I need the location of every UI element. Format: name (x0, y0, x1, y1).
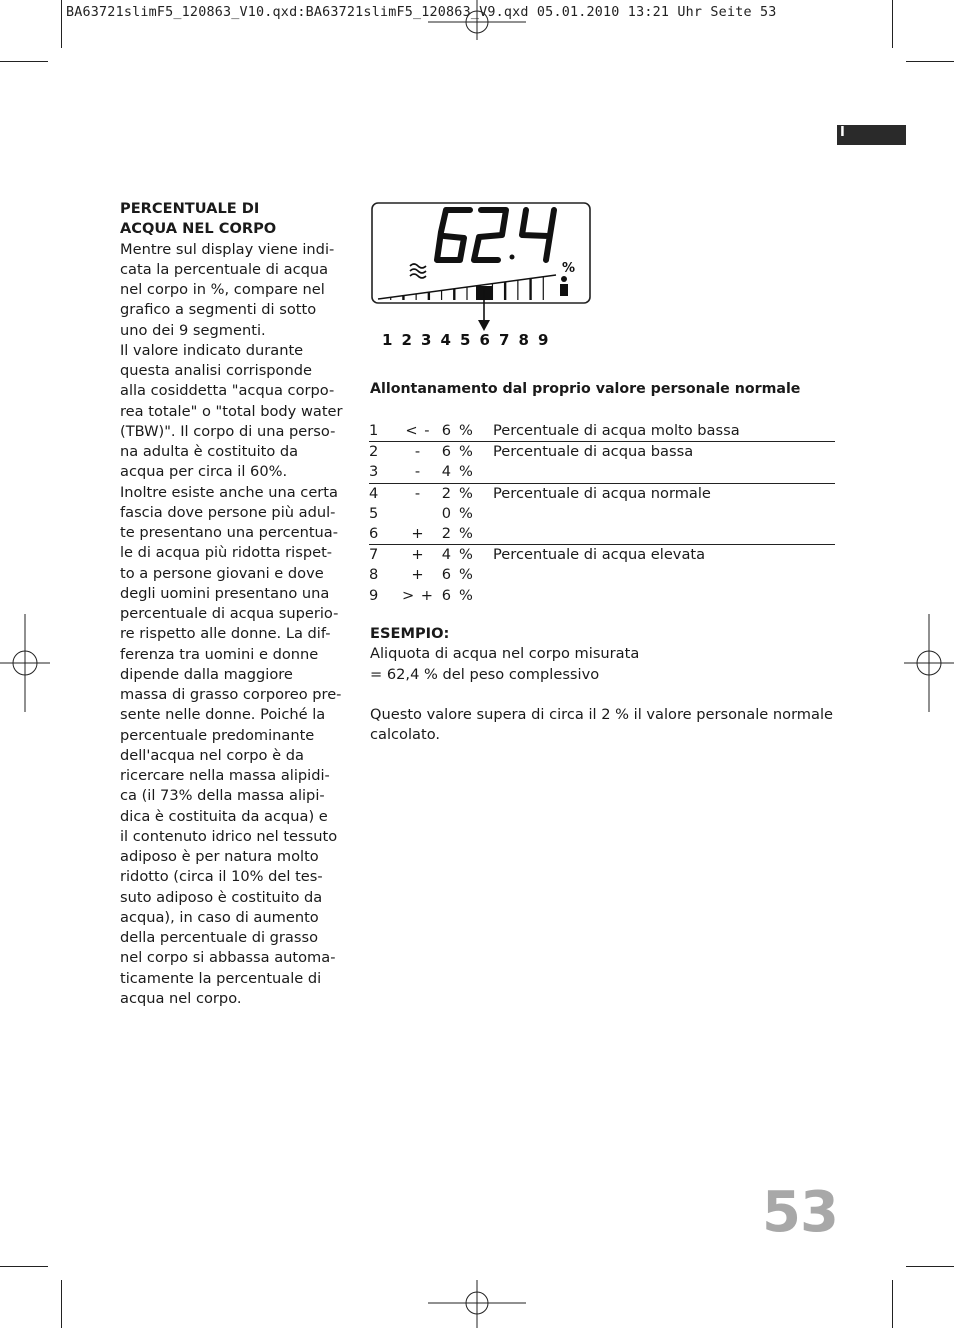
decimal-point (510, 255, 515, 260)
deviation-sign: - (399, 483, 437, 504)
body-line: Inoltre esiste anche una certa (120, 483, 338, 501)
crop-mark (61, 0, 62, 48)
deviation-description: Percentuale di acqua bassa (493, 442, 835, 463)
body-line: acqua nel corpo. (120, 989, 242, 1007)
segment-number: 7 (499, 331, 510, 349)
body-line: sente nelle donne. Poiché la (120, 706, 326, 724)
body-line: questa analisi corrisponde (120, 362, 312, 379)
body-line: alla cosiddetta "acqua corpo- (120, 382, 335, 400)
segment-number: 4 (440, 331, 451, 349)
file-info-header: BA63721slimF5_120863_V10.qxd:BA63721slimF5_120863_V9.qxd 05.01.2010 13:21 Uhr Seite 53 (66, 5, 777, 20)
body-line: le di acqua più ridotta rispet- (120, 544, 333, 562)
segment-number: 8 (518, 331, 529, 349)
body-line: nel corpo in %, compare nel (120, 281, 325, 298)
deviation-description (493, 565, 835, 585)
body-line: percentuale di acqua superio- (120, 605, 339, 622)
pointer-arrowhead (478, 320, 490, 331)
segment-index: 6 (369, 525, 379, 543)
segment-index: 2 (369, 442, 399, 463)
body-line: te presentano una percentua- (120, 524, 339, 541)
deviation-sign: - (399, 442, 437, 463)
deviation-value: 6 (441, 422, 451, 439)
body-line: fascia dove persone più adul- (120, 503, 336, 521)
crop-mark (61, 1280, 62, 1328)
deviation-description: Percentuale di acqua elevata (493, 545, 835, 566)
deviation-value: 4 (437, 545, 451, 566)
body-line: suto adiposo è costituito da (120, 888, 323, 906)
segment-number: 5 (460, 331, 471, 349)
segment-index: 5 (369, 504, 379, 522)
percent-sign: % (459, 463, 473, 481)
body-line: ricercare nella massa alipidi- (120, 767, 330, 784)
body-line: Mentre sul display viene indi- (120, 240, 335, 258)
body-line: della percentuale di grasso (120, 929, 318, 946)
heading-line: PERCENTUALE DI (120, 200, 260, 217)
registration-mark-right (904, 614, 954, 712)
deviation-sign: > + (401, 586, 435, 604)
crop-mark (892, 0, 893, 48)
body-line: cata la percentuale di acqua (120, 260, 329, 278)
segment-number: 3 (421, 331, 432, 349)
segment-numbers (382, 331, 548, 349)
body-line: ridotto (circa il 10% del tes- (120, 868, 323, 886)
body-line: il contenuto idrico nel tessuto (120, 827, 338, 845)
segment-number: 9 (538, 331, 549, 349)
percent-sign: % (459, 504, 473, 522)
percent-sign: % (459, 586, 473, 604)
table-row (369, 545, 835, 566)
deviation-value: 6 (441, 566, 451, 584)
body-line: grafico a segmenti di sotto (120, 301, 317, 319)
example-line: calcolato. (370, 726, 441, 743)
crop-mark (906, 61, 954, 62)
registration-mark-bottom (428, 1280, 528, 1328)
table-row (369, 504, 835, 524)
crop-mark (906, 1266, 954, 1267)
example-line: Questo valore supera di circa il 2 % il valore personale normale (370, 705, 834, 723)
body-line: degli uomini presentano una (120, 584, 330, 602)
body-line: ca (il 73% della massa alipi- (120, 787, 325, 805)
table-row (369, 483, 835, 504)
deviation-value: 2 (437, 483, 451, 504)
body-line: to a persone giovani e dove (120, 564, 324, 582)
left-column (120, 199, 343, 1009)
segment-index: 7 (369, 545, 399, 566)
deviation-value: 0 (441, 504, 451, 522)
deviation-sign: + (411, 566, 425, 584)
table-row (369, 586, 835, 606)
table-row (369, 442, 835, 463)
body-line: dipende dalla maggiore (120, 665, 293, 683)
body-line: nel corpo si abbassa automa- (120, 949, 336, 967)
percent-sign: % (459, 525, 473, 543)
percent-sign: % (451, 442, 493, 463)
section-heading (120, 199, 338, 240)
deviation-description (493, 586, 835, 606)
deviation-table (369, 421, 835, 606)
table-row (369, 421, 835, 442)
segment-index: 4 (369, 483, 399, 504)
crop-mark (892, 1280, 893, 1328)
example-line: = 62,4 % del peso complessivo (370, 665, 600, 683)
segment-index: 9 (369, 586, 379, 604)
body-line: adiposo è per natura molto (120, 848, 319, 865)
body-text (120, 240, 343, 1010)
deviation-title: Allontanamento dal proprio valore personale normale (370, 381, 801, 397)
heading-line: ACQUA NEL CORPO (120, 220, 277, 238)
deviation-sign: < - (405, 422, 431, 439)
table-row (369, 524, 835, 545)
segment-number: 2 (401, 331, 412, 349)
percent-sign: % (451, 483, 493, 504)
deviation-sign: - (414, 463, 422, 481)
deviation-value: 4 (441, 463, 451, 481)
body-line: massa di grasso corporeo pre- (120, 686, 342, 703)
body-line: dell'acqua nel corpo è da (120, 746, 304, 764)
body-line: na adulta è costituito da (120, 443, 299, 460)
page-number: 53 (762, 1180, 838, 1245)
language-tab (837, 125, 906, 145)
body-line: rea totale" o "total body water (120, 402, 343, 420)
body-line: uno dei 9 segmenti. (120, 321, 266, 339)
deviation-sign (399, 504, 437, 524)
percent-unit: % (562, 261, 576, 276)
example-label: ESEMPIO: (370, 625, 450, 642)
person-icon (560, 276, 568, 296)
deviation-description: Percentuale di acqua normale (493, 483, 835, 504)
example-line: Aliquota di acqua nel corpo misurata (370, 645, 640, 663)
percent-sign: % (459, 566, 473, 584)
body-line: Il valore indicato durante (120, 341, 304, 359)
body-line: ferenza tra uomini e donne (120, 645, 319, 663)
deviation-description: Percentuale di acqua molto bassa (493, 422, 740, 439)
percent-sign: % (451, 545, 493, 566)
deviation-description (493, 524, 835, 545)
body-line: acqua per circa il 60%. (120, 463, 288, 481)
table-row (369, 462, 835, 483)
example-section (370, 624, 840, 745)
body-line: re rispetto alle donne. La dif- (120, 625, 331, 643)
deviation-description (493, 462, 835, 483)
deviation-description (493, 504, 835, 524)
deviation-value: 2 (441, 525, 451, 543)
scale-display-illustration (370, 200, 610, 360)
segment-index: 8 (369, 566, 379, 584)
percent-sign: % (459, 422, 473, 439)
deviation-value: 6 (437, 442, 451, 463)
language-tab-label: I (840, 125, 845, 140)
table-row (369, 565, 835, 585)
body-line: ticamente la percentuale di (120, 969, 322, 987)
body-line: acqua), in caso di aumento (120, 908, 319, 926)
crop-mark (0, 1266, 48, 1267)
crop-mark (0, 61, 48, 62)
body-line: percentuale predominante (120, 726, 315, 744)
deviation-sign: + (399, 545, 437, 566)
body-line: dica è costituita da acqua) e (120, 807, 328, 825)
segment-number: 6 (479, 331, 490, 349)
segment-index: 3 (369, 463, 379, 481)
segment-number: 1 (382, 331, 393, 349)
segment-index: 1 (369, 422, 379, 439)
body-line: (TBW)". Il corpo di una perso- (120, 422, 336, 440)
deviation-sign: + (411, 525, 425, 543)
deviation-value: 6 (441, 586, 451, 604)
registration-mark-left (0, 614, 50, 712)
